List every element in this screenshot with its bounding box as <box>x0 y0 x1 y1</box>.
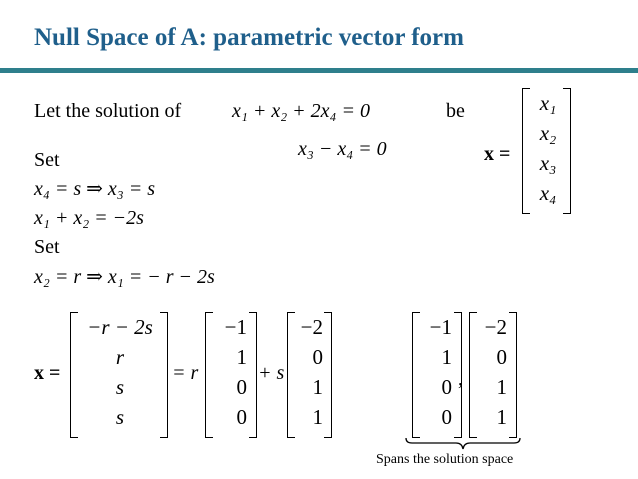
equals-r-label: = r <box>172 362 199 384</box>
v1-entry: 1 <box>236 345 247 369</box>
x-vector-right-bracket <box>563 88 571 214</box>
basis-v1-left-bracket <box>412 312 420 438</box>
v2-entry: 1 <box>312 375 323 399</box>
basis-v2-left-bracket <box>469 312 477 438</box>
param-vector-right-bracket <box>160 312 168 438</box>
v2-entry: −2 <box>300 315 323 339</box>
basis-v2-entry: −2 <box>484 315 507 339</box>
basis-v1-entries <box>420 312 452 432</box>
v2-entries <box>295 312 323 432</box>
v2-left-bracket <box>287 312 295 438</box>
v1-entry: −1 <box>224 315 247 339</box>
param-vector-entry: s <box>115 375 125 399</box>
basis-v1-entry: 0 <box>441 405 452 429</box>
step-set-1: Set <box>34 149 60 171</box>
title-divider <box>0 68 638 73</box>
basis-v1-entry: 1 <box>441 345 452 369</box>
v1-entry: 0 <box>236 375 247 399</box>
x-vector-entry: x₁ <box>539 91 557 115</box>
basis-v1-entry: 0 <box>441 375 452 399</box>
param-lhs-label: x = <box>34 362 61 384</box>
equation-2: x₃ − x₄ = 0 <box>298 138 387 160</box>
x-vector-entry: x₃ <box>539 151 557 175</box>
param-vector-entries <box>80 312 160 432</box>
step-line-2: x₁ + x₂ = −2s <box>34 207 144 229</box>
basis-v2-entry: 0 <box>496 345 507 369</box>
basis-v2-right-bracket <box>509 312 517 438</box>
x-vector-label: x = <box>484 143 511 165</box>
basis-v2-entry: 1 <box>496 405 507 429</box>
basis-v1-entry: −1 <box>429 315 452 339</box>
v2-entry: 0 <box>312 345 323 369</box>
plus-s-label: + s <box>258 362 285 384</box>
step-line-3: x₂ = r ⇒ x₁ = − r − 2s <box>34 266 215 288</box>
basis-v2-entry: 1 <box>496 375 507 399</box>
v1-left-bracket <box>205 312 213 438</box>
param-vector-left-bracket <box>70 312 78 438</box>
param-vector-entry: r <box>115 345 125 369</box>
basis-comma: , <box>458 368 463 390</box>
equation-1: x₁ + x₂ + 2x₄ = 0 <box>232 100 370 122</box>
v2-entry: 1 <box>312 405 323 429</box>
v1-right-bracket <box>249 312 257 438</box>
v1-entries <box>213 312 247 432</box>
intro-lead: Let the solution of <box>34 100 182 122</box>
x-vector-entry: x₂ <box>539 121 557 145</box>
step-line-1: x₄ = s ⇒ x₃ = s <box>34 178 155 200</box>
param-vector-entry: −r − 2s <box>87 315 153 339</box>
v2-right-bracket <box>324 312 332 438</box>
underbrace <box>404 436 522 452</box>
x-vector-entry: x₄ <box>539 181 557 205</box>
x-vector-entries <box>532 88 564 208</box>
param-vector-entry: s <box>115 405 125 429</box>
page-title: Null Space of A: parametric vector form <box>34 24 464 51</box>
basis-v2-entries <box>477 312 507 432</box>
step-set-2: Set <box>34 236 60 258</box>
intro-be: be <box>446 100 465 122</box>
x-vector-left-bracket <box>522 88 530 214</box>
v1-entry: 0 <box>236 405 247 429</box>
basis-caption: Spans the solution space <box>376 452 514 467</box>
